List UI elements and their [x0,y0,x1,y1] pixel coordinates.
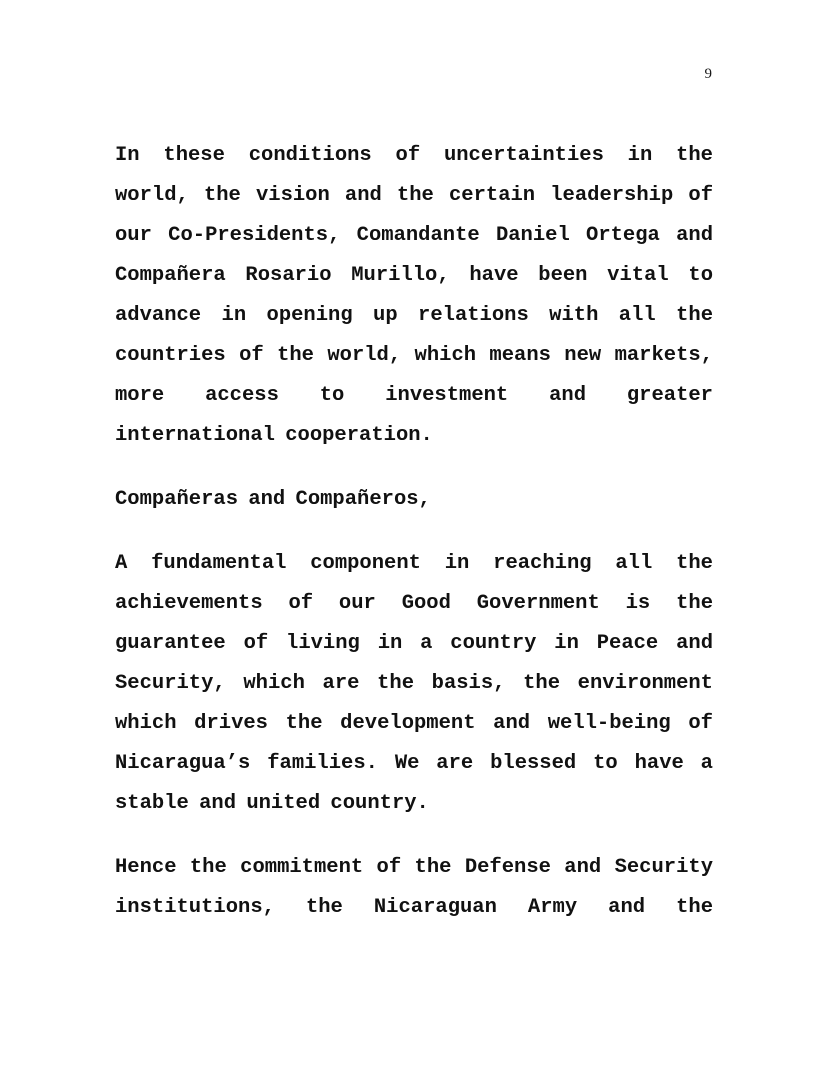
document-body [115,136,713,928]
paragraph-uncertainties: In these conditions of uncertainties in the world, the vision and the certain leadership of our Co-Presidents, Comandante Daniel Ortega and Compañera Rosario Murillo, have been vital to advance in opening up relations with all the countries of the world, which means new markets, more access to investment and greater international cooperation. [115,144,713,447]
paragraph-salutation: Compañeras and Compañeros, [115,488,431,511]
paragraph-peace-security: A fundamental component in reaching all the achievements of our Good Government is the guarantee of living in a country in Peace and Security, which are the basis, the environment which drives the development and well-being of Nicaragua’s families. We are blessed to have a stable and united country. [115,552,713,815]
page-number: 9 [704,66,712,82]
paragraph-defense-commitment: Hence the commitment of the Defense and Security institutions, the Nicaraguan Army and the [115,856,713,919]
